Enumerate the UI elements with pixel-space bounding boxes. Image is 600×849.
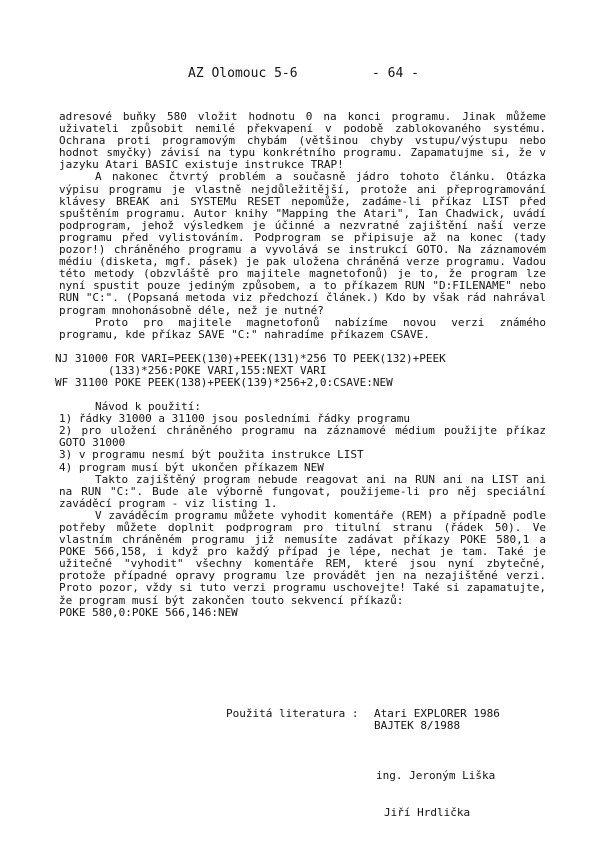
literature-source: BAJTEK 8/1988 — [374, 719, 461, 733]
author-name: Jiří Hrdlička — [384, 806, 471, 820]
authors — [376, 745, 495, 844]
paragraph: adresové buňky 580 vložit hodnotu 0 na konci programu. Jinak můžeme uživateli způsobit nemilé překvapení v podobě zablokovaného systému. Ochrana proti programovým chybám (většinou chyby vstupu/výstupu nebo hodnot smyčky) závisí na typu konkrétního programu. Zapamatujme si, že v jazyku Atari BASIC existuje instrukce TRAP! — [59, 110, 546, 172]
code-line: WF 31100 POKE PEEK(138)+PEEK(139)*256+2,0:CSAVE:NEW — [55, 375, 393, 389]
paragraph: Takto zajištěný program nebude reagovat ani na RUN ani na LIST ani na RUN "C:". Bude ale výborně fungovat, použijeme-li pro něj speciální zaváděcí program - viz listing 1. — [59, 472, 546, 510]
instruction-item: 1) řádky 31000 a 31100 jsou posledními řádky programu — [59, 412, 410, 426]
literature-label: Použitá literatura : — [226, 707, 359, 720]
author-name: ing. Jeroným Liška — [376, 768, 496, 782]
instructions-title: Návod k použití: — [95, 400, 201, 414]
header-title: AZ Olomouc 5-6 — [188, 66, 298, 81]
literature-source: Atari EXPLORER 1986 — [374, 707, 500, 720]
instruction-item: 4) program musí být ukončen příkazem NEW — [59, 460, 324, 474]
article-body — [55, 110, 546, 619]
page-number: - 64 - — [372, 66, 419, 81]
code-line: (133)*256:POKE VARI,155:NEXT VARI — [55, 363, 327, 377]
instruction-item: 3) v programu nesmí být použita instrukce LIST — [59, 448, 364, 462]
code-line: NJ 31000 FOR VARI=PEEK(130)+PEEK(131)*256 TO PEEK(132)+PEEK — [55, 351, 446, 365]
literature — [226, 708, 556, 733]
paragraph: Proto pro majitele magnetofonů nabízíme novou verzi známého programu, kde příkaz SAVE "C:" nahradíme příkazem CSAVE. — [59, 315, 546, 341]
final-code: POKE 580,0:POKE 566,146:NEW — [59, 605, 238, 619]
instruction-item: 2) pro uložení chráněného programu na záznamové médium použijte příkaz GOTO 31000 — [59, 424, 546, 450]
paragraph: A nakonec čtvrtý problém a současně jádro tohoto článku. Otázka výpisu programu je vlastně nejdůležitější, protože ani přeprogramování klávesy BREAK ani SYSTEMu RESET nepomůže, zadáme-li příkaz LIST před spuštěním programu. Autor knihy "Mapping the Atari", Ian Chadwick, uvádí podprogram, jehož výsledkem je účinné a nezvratné zajištění naší verze programu před vylistováním. Podprogram se připisuje až na konec (tady pozor!) chráněného programu a vyvolává se instrukcí GOTO. Na záznamovém médiu (disketa, mgf. pásek) je pak uložena chráněná verze programu. Vadou této metody (obzvláště pro majitele magnetofonů) je to, že program lze nyní spustit pouze jediným způsobem, a to příkazem RUN "D:FILENAME" nebo RUN "C:". (Popsaná metoda viz předchozí článek.) Kdo by však rád nahrával program mnohonásobně déle, než je nutné? — [59, 170, 546, 317]
paragraph: V zaváděcím programu můžete vyhodit komentáře (REM) a případně podle potřeby můžete doplnit podprogram pro titulní stranu (řádek 50). Ve vlastním chráněném programu již nemusíte zadávat příkazy POKE 580,1 a POKE 566,158, i když pro každý případ je lépe, nechat je tam. Také je užitečné "vyhodit" všechny komentáře REM, které jsou nyní zbytečné, protože případné opravy programu lze provádět jen na nezajištěné verzi. Proto pozor, vždy si tuto verzi programu uschovejte! Také si zapamatujte, že program musí být zakončen touto sekvencí příkazů: — [59, 508, 546, 607]
